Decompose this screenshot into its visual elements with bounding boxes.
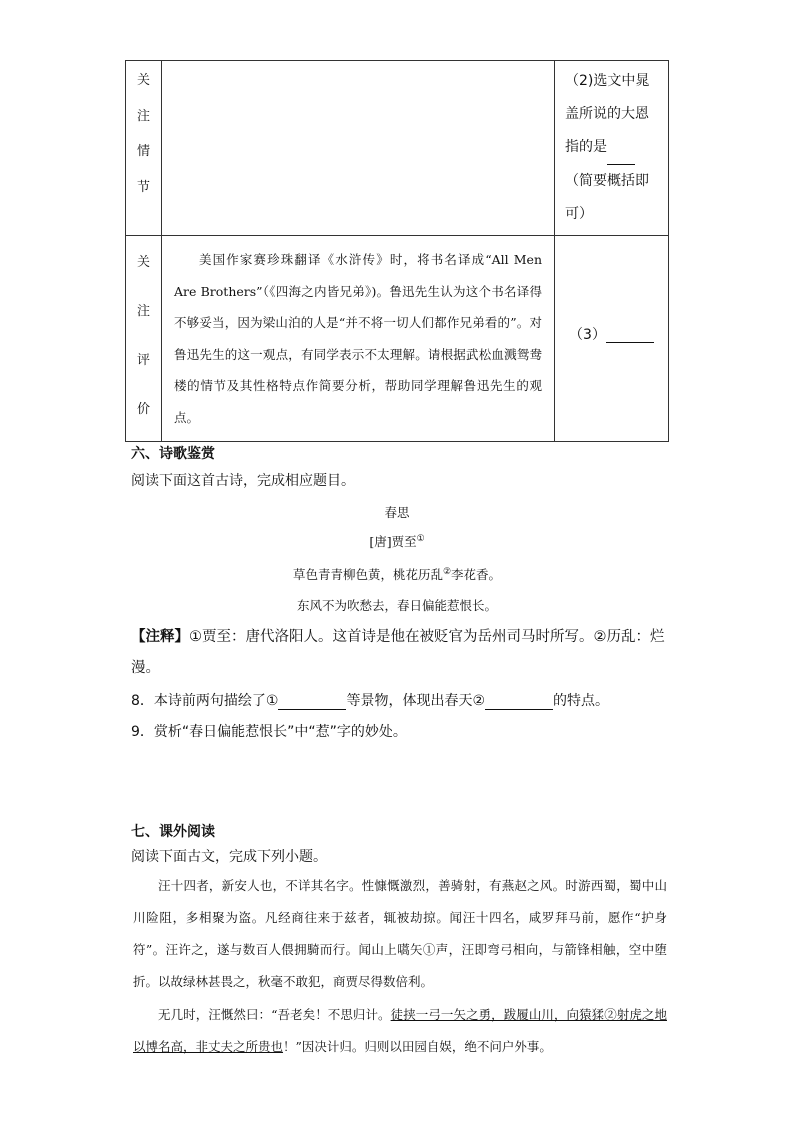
label-char: 价 <box>136 402 150 417</box>
passage-paragraph-1: 汪十四者，新安人也，不详其名字。性慷慨激烈，善骑射，有燕赵之风。时游西蜀，蜀中山川险阻，多相聚为盗。凡经商往来于兹者，辄被劫掠。闻汪十四名，咸罗拜马前，愿作“护身符”。汪许之，遂与数百人偎拥騎而行。闻山上嚆矢①声，汪即弯弓相向，与箭锋相触，空中堕折。以故绿林甚畏之，秋毫不敢犯，商贾尽得数倍利。 <box>133 878 667 989</box>
row-label-plot <box>126 61 161 203</box>
question-8-part-b: 等景物，体现出春天② <box>346 693 486 709</box>
answer-blank[interactable] <box>606 326 654 343</box>
table-row-evaluation <box>126 236 669 442</box>
poem-line-1 <box>0 565 794 583</box>
evaluation-cell <box>162 236 555 442</box>
question-9: 9．赏析“春日偏能惹恨长”中“惹”字的妙处。 <box>131 724 407 740</box>
question-cell <box>555 61 669 236</box>
poem-title: 春思 <box>384 505 410 520</box>
poem-line-1b: 李花香。 <box>451 567 502 582</box>
paragraph-2-text: 无几时，汪慨然曰：“吾老矣！不思归计。 <box>158 1007 391 1022</box>
section-7-title: 七、课外阅读 <box>131 824 215 840</box>
evaluation-text: 美国作家赛珍珠翻译《水浒传》时，将书名译成“All Men Are Brothers”（《四海之内皆兄弟》)。鲁迅先生认为这个书名译得不够妥当，因为梁山泊的人是“并不将一切人们都作兄弟看的”。对鲁迅先生的这一观点，有同学表示不太理解。请根据武松血溅鸳鸯楼的情节及其性格特点作简要分析，帮助同学理解鲁迅先生的观点。 <box>174 252 542 425</box>
poem-author <box>0 532 794 550</box>
label-char: 关 <box>136 73 150 89</box>
table-row-plot <box>126 61 669 236</box>
poem-line-1a: 草色青青柳色黄，桃花历乱 <box>292 567 443 582</box>
poem-notes <box>131 622 671 684</box>
label-char: 评 <box>136 353 150 368</box>
passage-paragraph-2 <box>133 999 667 1063</box>
poem-author-text: [唐]贾至 <box>369 534 417 549</box>
section-6-title: 六、诗歌鉴赏 <box>131 446 215 462</box>
section-7-instruction: 阅读下面古文，完成下列小题。 <box>131 849 327 865</box>
underlined-sentence: 徒挟一弓一矢之勇，跋履山川，向猿猱②射虎之地以博名高，非丈夫之所贵也 <box>133 1007 667 1054</box>
poem-line-2: 东风不为吹愁去，春日偏能惹恨长。 <box>296 598 497 613</box>
question-3 <box>555 236 668 432</box>
row-label-cell <box>126 61 162 236</box>
question-2-tail: （简要概括即可） <box>565 173 649 222</box>
reading-table <box>125 60 669 442</box>
label-char: 节 <box>136 179 150 195</box>
question-2 <box>555 61 668 235</box>
label-char: 注 <box>136 108 150 124</box>
row-label-evaluation <box>126 236 161 432</box>
section-6-instruction: 阅读下面这首古诗，完成相应题目。 <box>131 473 355 489</box>
answer-blank-2[interactable] <box>485 693 553 710</box>
paragraph-2-tail: ！”因决计归。归则以田园自娱，绝不问户外事。 <box>283 1039 552 1054</box>
question-2-text: （2)选文中晁盖所说的大恩指的是 <box>565 73 650 155</box>
label-char: 注 <box>136 304 150 319</box>
answer-blank[interactable] <box>607 131 635 165</box>
answer-blank-1[interactable] <box>278 693 346 710</box>
note-mark: ② <box>442 566 452 577</box>
question-3-label: （3） <box>569 327 606 343</box>
empty-content-cell <box>162 61 555 236</box>
question-cell <box>555 236 669 442</box>
label-char: 关 <box>136 255 150 270</box>
note-mark: ① <box>416 533 425 544</box>
row-label-cell <box>126 236 162 442</box>
label-char: 情 <box>136 144 150 160</box>
note-label: 【注释】 <box>131 629 189 645</box>
question-8 <box>131 690 609 710</box>
question-8-part-c: 的特点。 <box>553 693 610 709</box>
question-8-part-a: 8．本诗前两句描绘了① <box>131 693 279 709</box>
note-text: ①贾至：唐代洛阳人。这首诗是他在被贬官为岳州司马时所写。②历乱：烂漫。 <box>131 629 665 676</box>
